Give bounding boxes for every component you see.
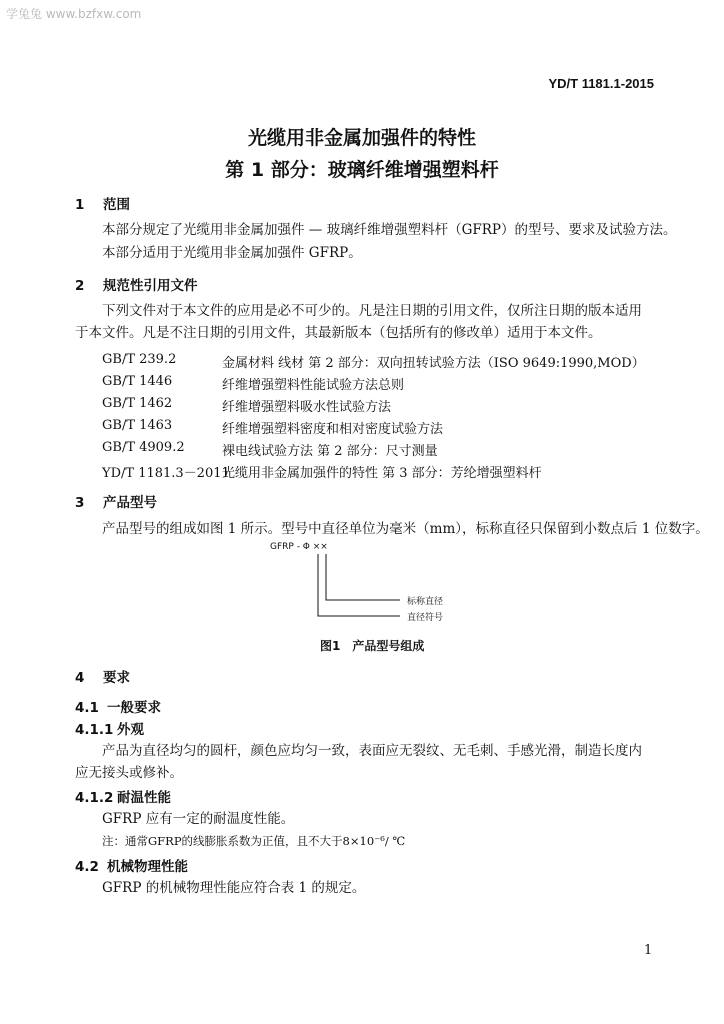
section-4-1-2-paragraph: GFRP 应有一定的耐温度性能。	[102, 811, 295, 827]
section-2-intro: 下列文件对于本文件的应用是必不可少的。凡是注日期的引用文件，仅所注日期的版本适用于本文件。凡是不注日期的引用文件，其最新版本（包括所有的修改单）适用于本文件。	[75, 303, 642, 341]
page-number: 1	[644, 943, 653, 958]
section-1-heading	[75, 193, 130, 213]
ref-title: 纤维增强塑料吸水性试验方法	[222, 400, 392, 415]
section-number: 4	[75, 670, 85, 686]
section-title: 要求	[103, 670, 130, 686]
section-title: 外观	[117, 722, 144, 738]
ref-code: GB/T 1446	[102, 374, 173, 389]
section-number: 1	[75, 197, 85, 213]
section-number: 4.1.1	[75, 722, 114, 738]
diameter-symbol-label: 直径符号	[407, 613, 444, 623]
section-1-paragraph-2: 本部分适用于光缆用非金属加强件 GFRP。	[102, 245, 362, 261]
section-4-2-paragraph: GFRP 的机械物理性能应符合表 1 的规定。	[102, 880, 366, 896]
section-2-heading	[75, 274, 198, 294]
section-number: 2	[75, 278, 85, 294]
section-3-paragraph: 产品型号的组成如图 1 所示。型号中直径单位为毫米（mm），标称直径只保留到小数点后 1 位数字。	[102, 521, 709, 537]
section-3-heading	[75, 491, 157, 511]
ref-code: YD/T 1181.3－2011	[102, 466, 230, 481]
section-number: 3	[75, 495, 85, 511]
ref-code: GB/T 239.2	[102, 352, 177, 367]
document-title: 光缆用非金属加强件的特性	[247, 127, 476, 149]
figure-1-caption: 图1 产品型号组成	[320, 639, 425, 653]
section-4-1-heading	[75, 696, 161, 716]
section-4-1-1-paragraph: 产品为直径均匀的圆杆，颜色应均匀一致，表面应无裂纹、无毛刺、手感光滑，制造长度内应无接头或修补。	[75, 743, 642, 781]
ref-title: 裸电线试验方法 第 2 部分：尺寸测量	[222, 444, 438, 459]
ref-title: 纤维增强塑料性能试验方法总则	[222, 378, 405, 393]
section-4-1-1-heading	[75, 718, 144, 738]
section-4-1-2-heading	[75, 786, 171, 806]
nominal-diameter-label: 标称直径	[407, 597, 444, 607]
section-title: 规范性引用文件	[103, 278, 198, 294]
section-title: 一般要求	[107, 700, 161, 716]
ref-title: 金属材料 线材 第 2 部分：双向扭转试验方法（ISO 9649:1990,MOD）	[222, 356, 645, 371]
standard-code: YD/T 1181.1-2015	[548, 76, 654, 91]
section-title: 范围	[103, 197, 130, 213]
ref-title: 纤维增强塑料密度和相对密度试验方法	[222, 422, 444, 437]
section-number: 4.1	[75, 700, 99, 716]
section-number: 4.2	[75, 859, 99, 875]
section-4-1-2-note: 注：通常GFRP的线膨胀系数为正值，且不大于8×10⁻⁶/ ℃	[102, 834, 406, 848]
model-code-label: GFRP - Φ ××	[270, 542, 328, 552]
section-number: 4.1.2	[75, 790, 114, 806]
watermark-text: 学兔兔 www.bzfxw.com	[6, 7, 142, 21]
ref-code: GB/T 4909.2	[102, 440, 185, 455]
section-1-paragraph-1: 本部分规定了光缆用非金属加强件 — 玻璃纤维增强塑料杆（GFRP）的型号、要求及试验方法。	[102, 222, 677, 238]
section-4-heading	[75, 666, 130, 686]
model-composition-diagram	[290, 552, 410, 624]
ref-code: GB/T 1463	[102, 418, 173, 433]
ref-title: 光缆用非金属加强件的特性 第 3 部分：芳纶增强塑料杆	[222, 466, 542, 481]
ref-code: GB/T 1462	[102, 396, 173, 411]
section-title: 产品型号	[103, 495, 157, 511]
section-title: 机械物理性能	[107, 859, 188, 875]
section-4-2-heading	[75, 855, 188, 875]
section-title: 耐温性能	[117, 790, 171, 806]
document-subtitle: 第 1 部分：玻璃纤维增强塑料杆	[225, 159, 499, 181]
